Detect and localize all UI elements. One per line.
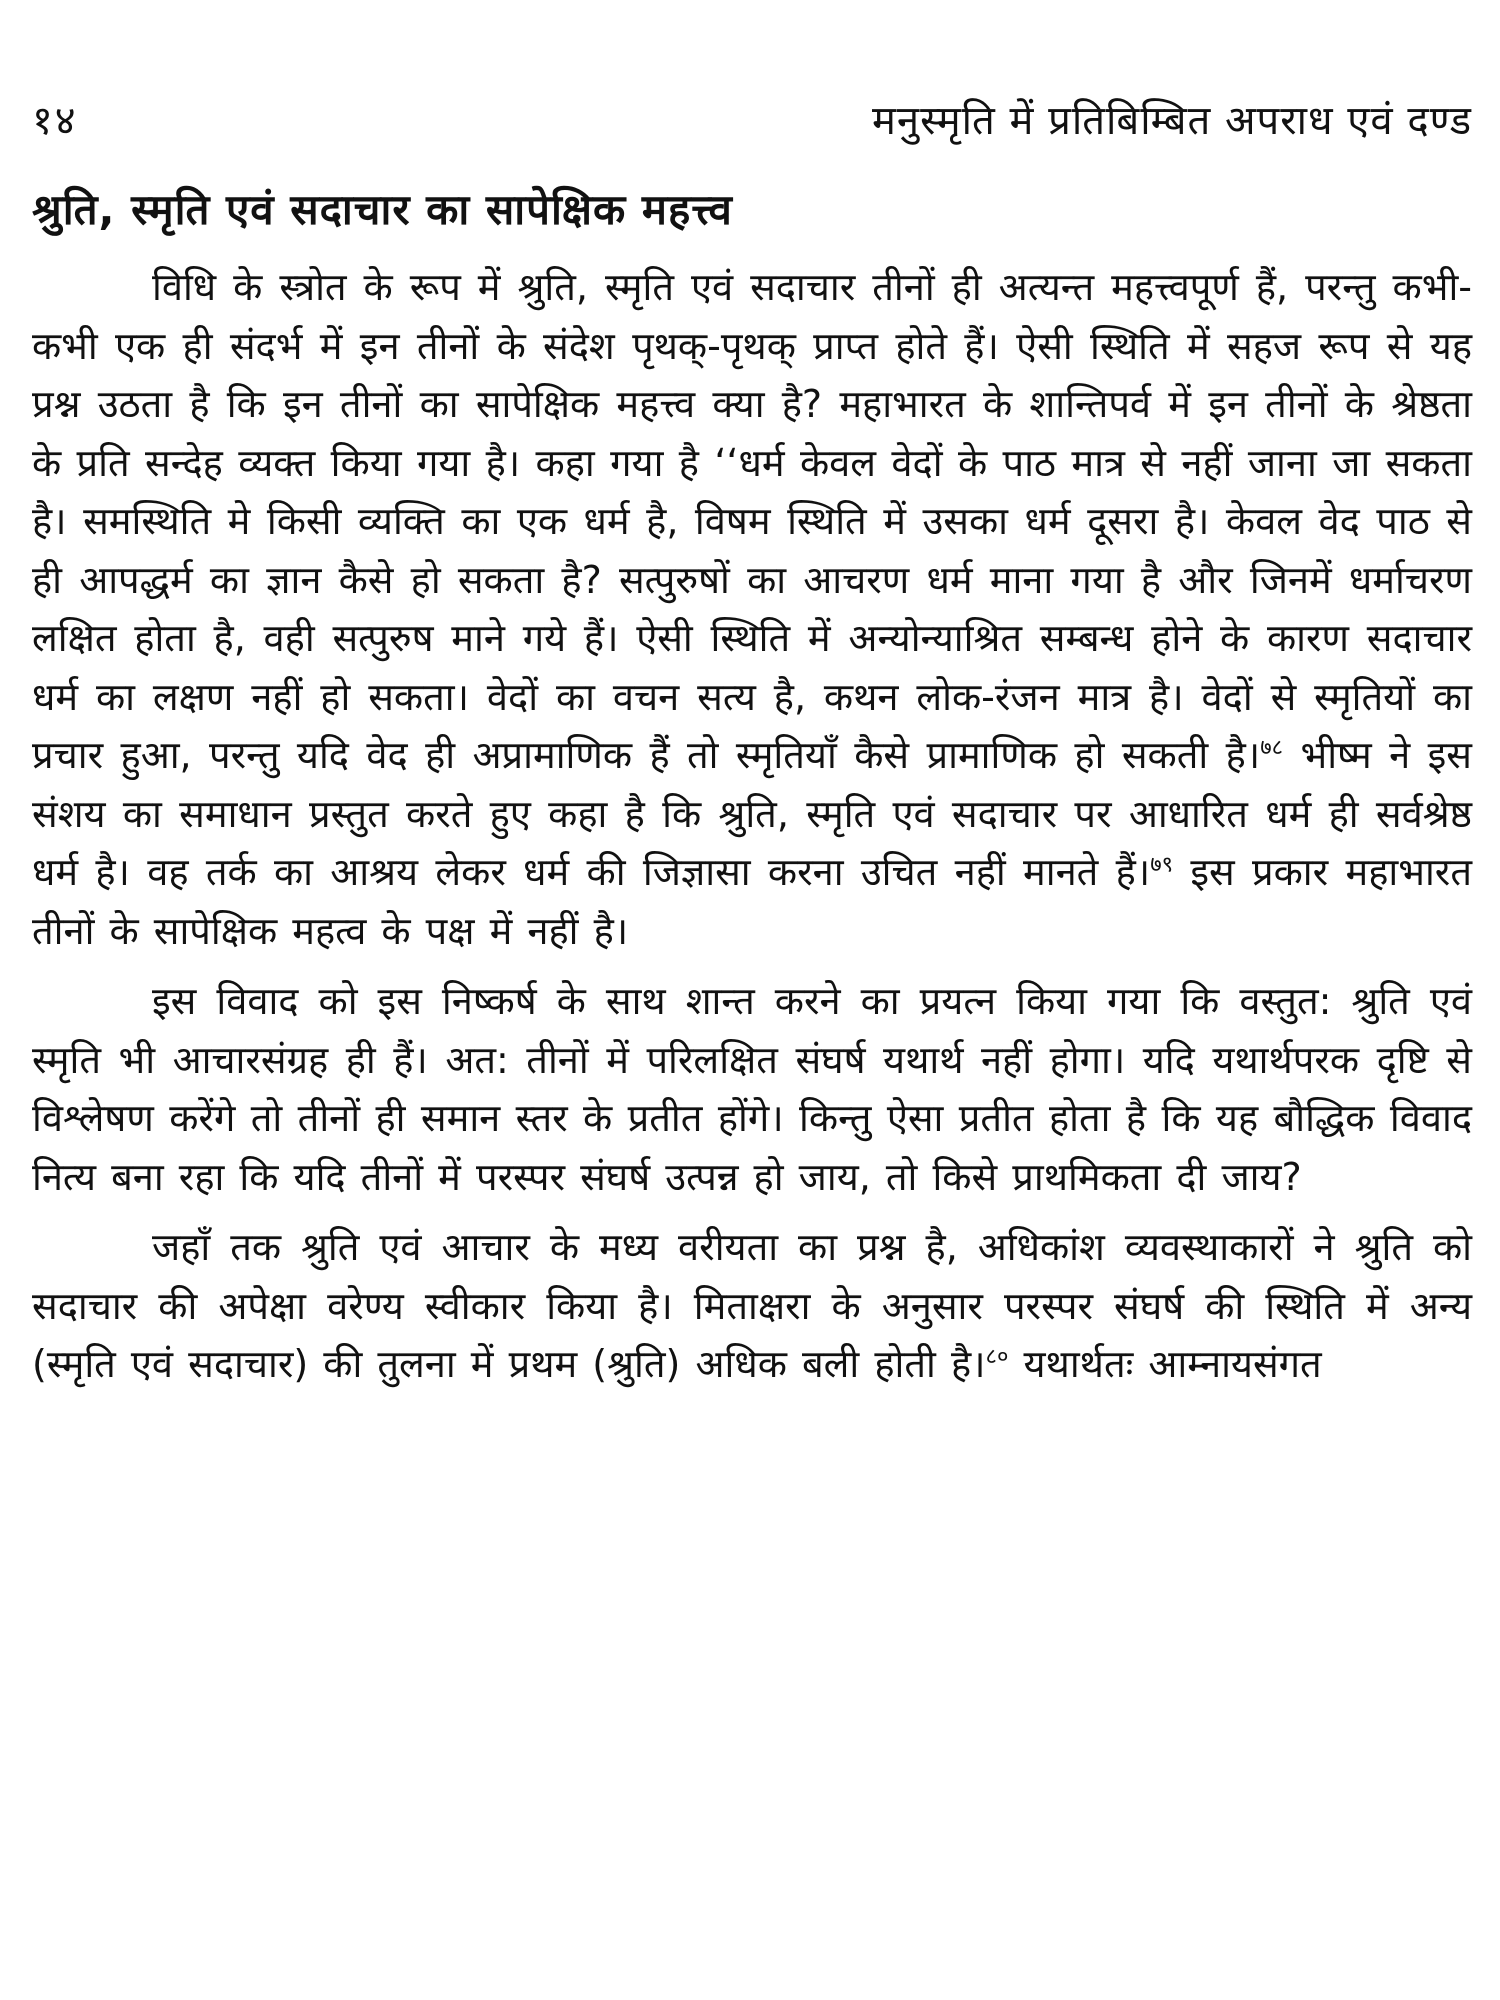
page-number: १४ xyxy=(32,97,78,144)
body-text xyxy=(32,258,1472,1406)
footnote-ref: ७९ xyxy=(1150,852,1174,878)
page-header xyxy=(32,90,1472,146)
paragraph-3-text-b: यथार्थतः आम्नायसंगत xyxy=(1008,1342,1322,1386)
running-head: मनुस्मृति में प्रतिबिम्बित अपराध एवं दण्ड xyxy=(872,97,1472,144)
paragraph-2: इस विवाद को इस निष्कर्ष के साथ शान्त करने का प्रयत्न किया गया कि वस्तुत: श्रुति एवं स्मृति भी आचारसंग्रह ही हैं। अत: तीनों में परिलक्षित संघर्ष यथार्थ नहीं होगा। यदि यथार्थपरक दृष्टि से विश्लेषण करेंगे तो तीनों ही समान स्तर के प्रतीत होंगे। किन्तु ऐसा प्रतीत होता है कि यह बौद्धिक विवाद नित्य बना रहा कि यदि तीनों में परस्पर संघर्ष उत्पन्न हो जाय, तो किसे प्राथमिकता दी जाय? xyxy=(32,979,1472,1199)
paragraph-1-text-c: इस प्रकार महाभारत तीनों के सापेक्षिक महत्व के पक्ष में नहीं है। xyxy=(32,850,1472,953)
paragraph-1 xyxy=(32,258,1472,960)
paragraph-3 xyxy=(32,1218,1472,1394)
paragraph-1-text-a: विधि के स्त्रोत के रूप में श्रुति, स्मृति एवं सदाचार तीनों ही अत्यन्त महत्त्वपूर्ण हैं, परन्तु कभी-कभी एक ही संदर्भ में इन तीनों के संदेश पृथक्-पृथक् प्राप्त होते हैं। ऐसी स्थिति में सहज रूप से यह प्रश्न उठता है कि इन तीनों का सापेक्षिक महत्त्व क्या है? महाभारत के शान्तिपर्व में इन तीनों के श्रेष्ठता के प्रति सन्देह व्यक्त किया गया है। कहा गया है ‘‘धर्म केवल वेदों के पाठ मात्र से नहीं जाना जा सकता है। समस्थिति मे किसी व्यक्ति का एक धर्म है, विषम स्थिति में उसका धर्म दूसरा है। केवल वेद पाठ से ही आपद्धर्म का ज्ञान कैसे हो सकता है? सत्पुरुषों का आचरण धर्म माना गया है और जिनमें धर्माचरण लक्षित होता है, वही सत्पुरुष माने गये हैं। ऐसी स्थिति में अन्योन्याश्रित सम्बन्ध होने के कारण सदाचार धर्म का लक्षण नहीं हो सकता। वेदों का वचन सत्य है, कथन लोक-रंजन मात्र है। वेदों से स्मृतियों का प्रचार हुआ, परन्तु यदि वेद ही अप्रामाणिक हैं तो स्मृतियाँ कैसे प्रामाणिक हो सकती है। xyxy=(32,265,1472,777)
header-divider xyxy=(32,152,1472,153)
footnote-ref: ७८ xyxy=(1260,735,1284,761)
paragraph-3-text-a: जहाँ तक श्रुति एवं आचार के मध्य वरीयता का प्रश्न है, अधिकांश व्यवस्थाकारों ने श्रुति को सदाचार की अपेक्षा वरेण्य स्वीकार किया है। मिताक्षरा के अनुसार परस्पर संघर्ष की स्थिति में अन्य (स्मृति एवं सदाचार) की तुलना में प्रथम (श्रुति) अधिक बली होती है। xyxy=(32,1225,1472,1386)
footnote-ref: ८० xyxy=(985,1344,1009,1370)
section-heading: श्रुति, स्मृति एवं सदाचार का सापेक्षिक महत्त्व xyxy=(32,185,733,234)
paragraph-1-text-b: भीष्म ने इस संशय का समाधान प्रस्तुत करते हुए कहा है कि श्रुति, स्मृति एवं सदाचार पर आधारित धर्म ही सर्वश्रेष्ठ धर्म है। वह तर्क का आश्रय लेकर धर्म की जिज्ञासा करना उचित नहीं मानते हैं। xyxy=(32,733,1472,894)
